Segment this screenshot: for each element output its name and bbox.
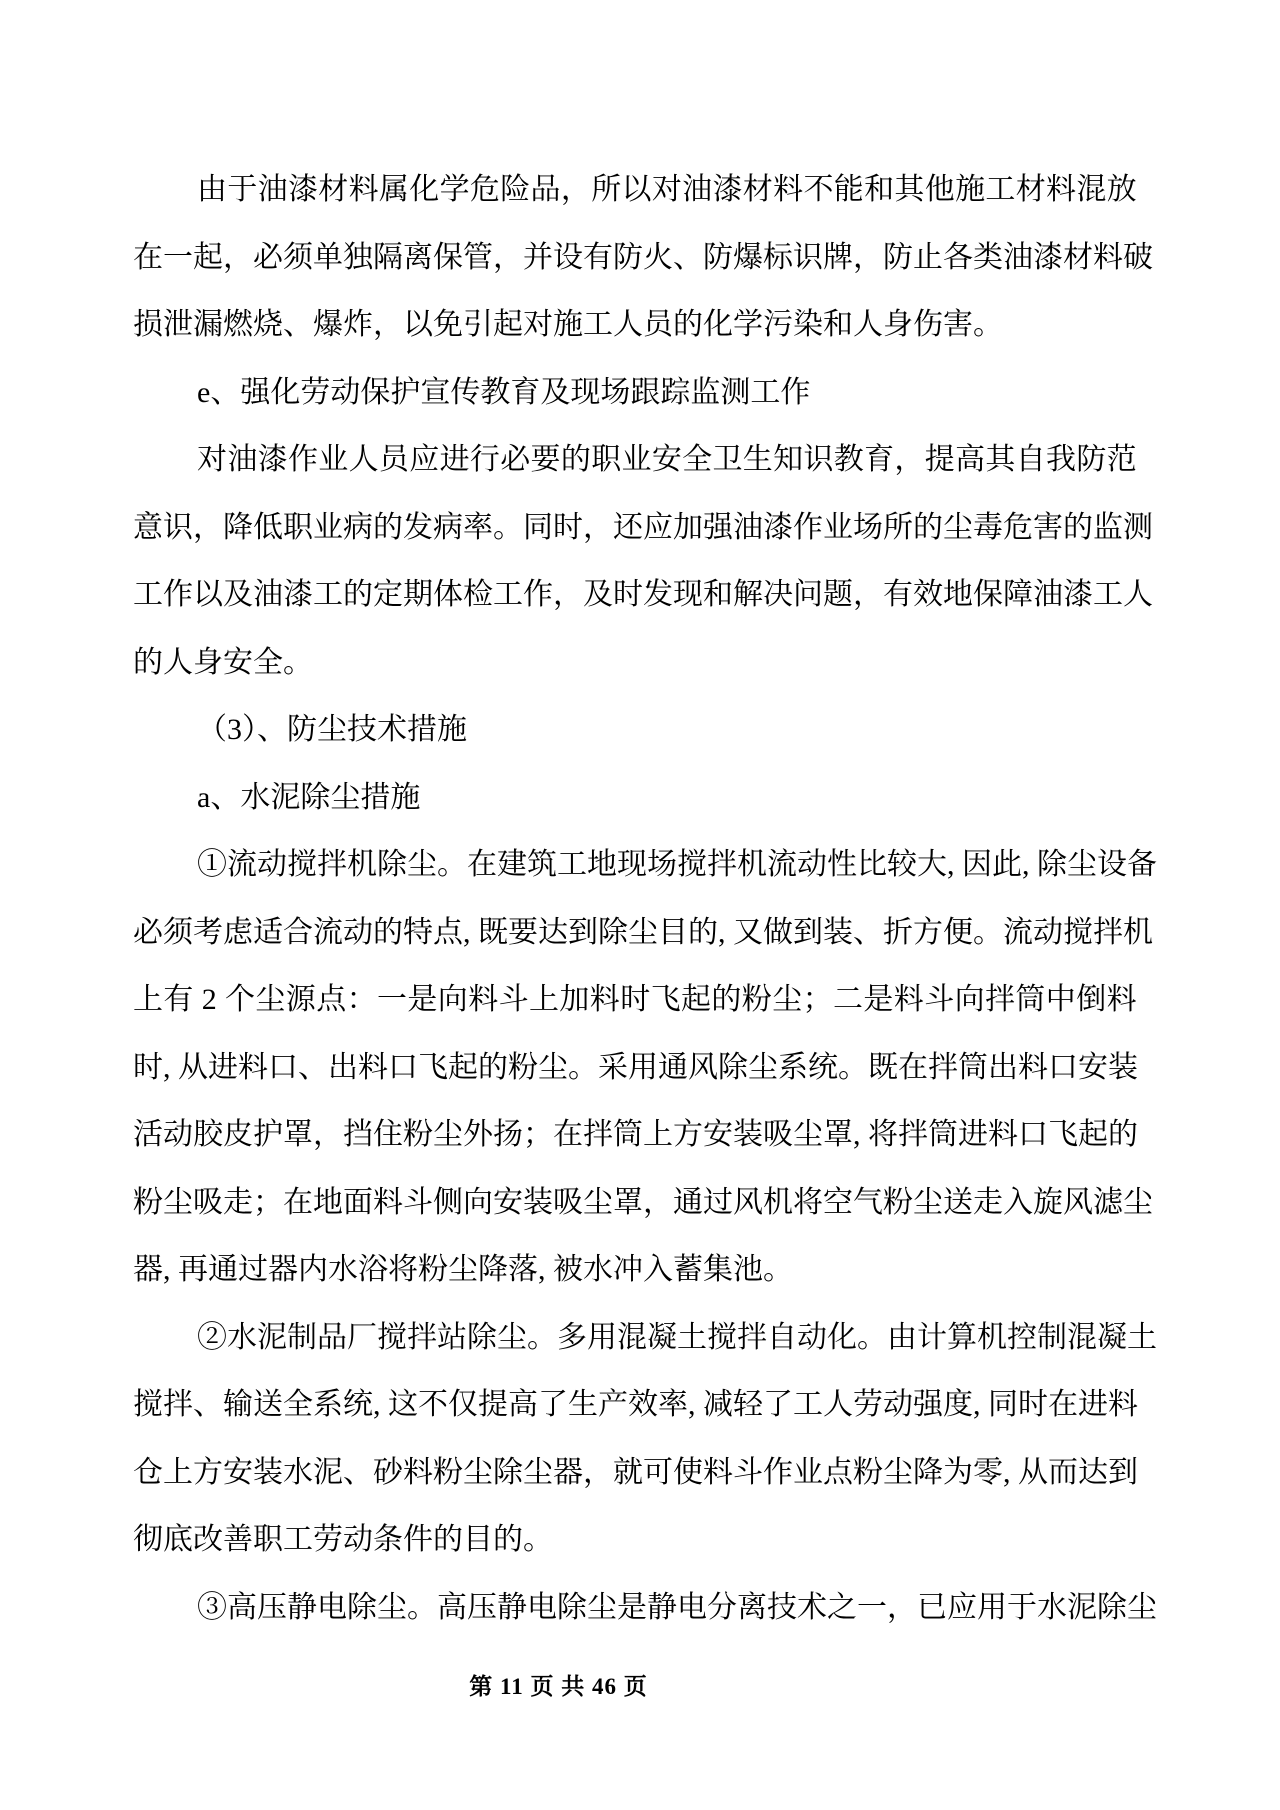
- text-line: [133, 696, 1137, 764]
- text-line-content: ①流动搅拌机除尘。在建筑工地现场搅拌机流动性比较大, 因此, 除尘设备: [197, 848, 1157, 881]
- text-line: [133, 629, 1137, 697]
- text-line: [133, 426, 1137, 494]
- text-line: [133, 1101, 1137, 1169]
- text-line-content: 损泄漏燃烧、爆炸，以免引起对施工人员的化学污染和人身伤害。: [133, 308, 1003, 341]
- text-line: [133, 291, 1137, 359]
- text-line: [133, 156, 1137, 224]
- text-line-content: 的人身安全。: [133, 645, 313, 679]
- text-line-content: （3）、防尘技术措施: [197, 713, 467, 746]
- text-line-content: e、强化劳动保护宣传教育及现场跟踪监测工作: [197, 375, 811, 409]
- text-line: [133, 1034, 1137, 1102]
- text-line: [133, 359, 1137, 427]
- text-line: [133, 764, 1137, 832]
- text-line: [133, 1574, 1157, 1642]
- text-line-content: 由于油漆材料属化学危险品，所以对油漆材料不能和其他施工材料混放: [197, 173, 1137, 206]
- text-line-content: a、水泥除尘措施: [197, 780, 421, 814]
- page-footer: 第 11 页 共 46 页: [469, 1674, 648, 1699]
- text-line: [133, 899, 1153, 967]
- text-line: [133, 1439, 1137, 1507]
- text-line-content: 时, 从进料口、出料口飞起的粉尘。采用通风除尘系统。既在拌筒出料口安装: [133, 1050, 1138, 1084]
- text-line: [133, 1371, 1137, 1439]
- text-line: [133, 494, 1153, 562]
- text-line-content: 上有 2 个尘源点：一是向料斗上加料时飞起的粉尘；二是料斗向拌筒中倒料: [133, 983, 1137, 1016]
- text-line-content: 搅拌、输送全系统, 这不仅提高了生产效率, 减轻了工人劳动强度, 同时在进料: [133, 1388, 1138, 1421]
- text-line: [133, 224, 1153, 292]
- text-line-content: 在一起，必须单独隔离保管，并设有防火、防爆标识牌，防止各类油漆材料破: [133, 240, 1153, 274]
- text-line-content: 对油漆作业人员应进行必要的职业安全卫生知识教育，提高其自我防范: [197, 443, 1137, 476]
- text-line: [133, 1169, 1153, 1237]
- text-line: [133, 831, 1157, 899]
- text-line: [133, 561, 1153, 629]
- text-line-content: 工作以及油漆工的定期体检工作，及时发现和解决问题，有效地保障油漆工人: [133, 578, 1153, 611]
- document-body: [133, 156, 1157, 1641]
- text-line: [133, 1304, 1157, 1372]
- text-line-content: 必须考虑适合流动的特点, 既要达到除尘目的, 又做到装、折方便。流动搅拌机: [133, 915, 1153, 949]
- text-line-content: 意识，降低职业病的发病率。同时，还应加强油漆作业场所的尘毒危害的监测: [133, 510, 1153, 544]
- text-line-content: ②水泥制品厂搅拌站除尘。多用混凝土搅拌自动化。由计算机控制混凝土: [197, 1320, 1157, 1354]
- text-line: [133, 966, 1137, 1034]
- text-line-content: 仓上方安装水泥、砂料粉尘除尘器，就可使料斗作业点粉尘降为零, 从而达到: [133, 1455, 1138, 1489]
- text-line-content: 活动胶皮护罩，挡住粉尘外扬；在拌筒上方安装吸尘罩, 将拌筒进料口飞起的: [133, 1118, 1138, 1151]
- text-line-content: 器, 再通过器内水浴将粉尘降落, 被水冲入蓄集池。: [133, 1253, 793, 1286]
- text-line: [133, 1236, 1137, 1304]
- text-line-content: ③高压静电除尘。高压静电除尘是静电分离技术之一，已应用于水泥除尘: [197, 1590, 1157, 1624]
- text-line-content: 粉尘吸走；在地面料斗侧向安装吸尘罩，通过风机将空气粉尘送走入旋风滤尘: [133, 1185, 1153, 1219]
- text-line-content: 彻底改善职工劳动条件的目的。: [133, 1523, 553, 1556]
- text-line: [133, 1506, 1137, 1574]
